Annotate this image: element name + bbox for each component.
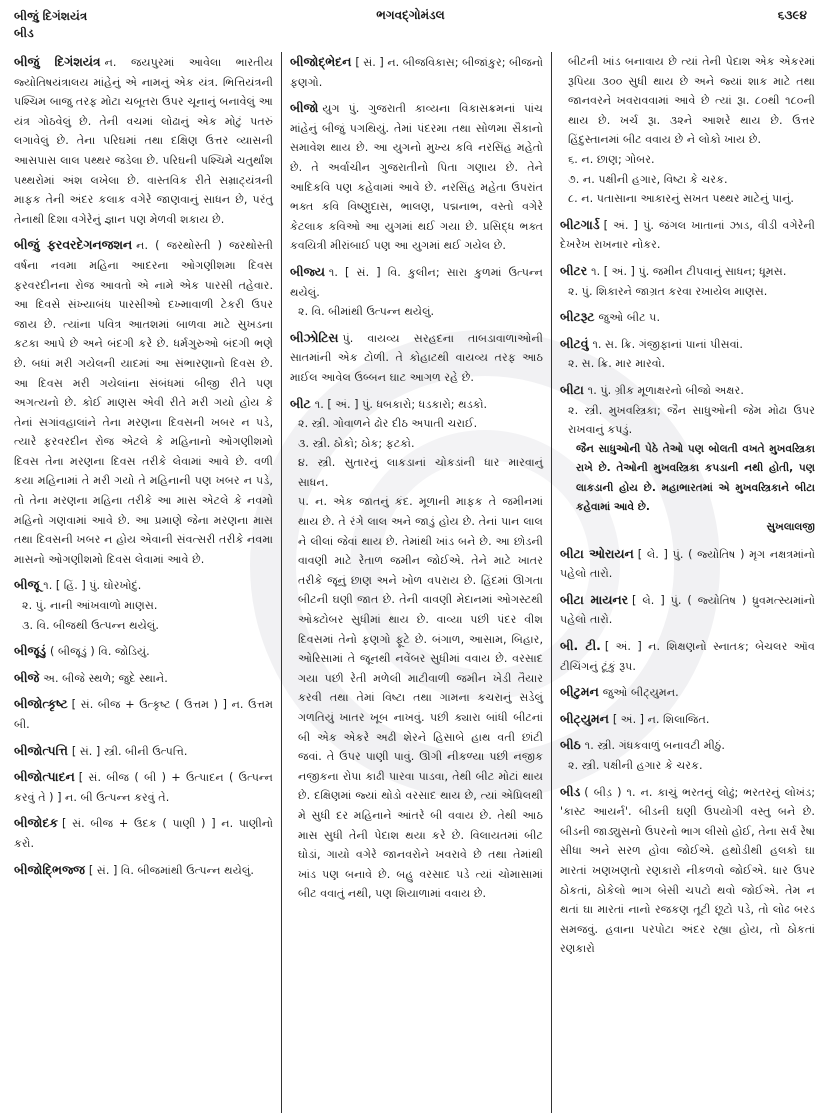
entry-definition: [560, 590, 815, 630]
entry-definition: [14, 668, 273, 689]
entry-text: [ સં. ] સ્ત્રી. બીની ઉત્પત્તિ.: [71, 744, 188, 758]
entry-headword: બીટા ઓરાયન: [560, 545, 634, 561]
entry-sense: ૮. ન. પતાસાના આકારનું સખત પથ્થર માટેનું પાનું.: [568, 192, 794, 206]
quotation-author: સુખલાલજી: [766, 521, 815, 534]
entry-text: ન. જયપુરમાં આવેલા ભારતીય જ્યોતિષયંત્રાલય માંહેનું એ નામનું એક યંત્ર. ભિત્તિયંત્રની પશ્ચિમ બાજુ તરફ મોટા ચબૂતરા ઉપર ચૂનાનું બનાવેલું આ યંત્ર ગોઠવેલું છે. તેની વચમાં લોઢાનું એક મોટું પતરું લગાવેલું છે. તેના પરિઘમાં તથા દક્ષિણ ઉત્તર વ્યાસની આસપાસ લાલ પથ્થર જડેલા છે. પરિઘની પશ્ચિમે ચતુર્થાંશ પથ્થરોમાં અંશ લખેલા છે. વાસ્તવિક રીતે સમ્રાટ્યંત્રની માફક તેની અંદર કલાક વગેરે જાણવાનું સાધન છે, પરંતુ તેનાથી દિશા વગેરેનું જ્ઞાન પણ મેળવી શકાય છે.: [14, 56, 273, 226]
entry-definition: [560, 261, 815, 282]
entry-headword: બીજોત્કૃષ્ટ: [14, 696, 68, 712]
entry-definition: [290, 98, 543, 256]
entry-headword: બીટા: [560, 381, 584, 397]
entry-headword: બીજું દિગંશયંત્ર: [14, 54, 101, 69]
entry-text: ( બીજૂડું ) વિ. જોડિયું.: [50, 645, 150, 659]
entry-definition: [14, 52, 273, 229]
dictionary-entry: [14, 668, 273, 689]
entry-headword: બીજોદક: [14, 815, 58, 831]
entry-definition: [14, 694, 273, 734]
entry-definition: [560, 334, 815, 355]
entry-text: જુઓ બીટ્યુમન.: [602, 686, 679, 700]
entry-headword: બીટવું: [560, 335, 589, 351]
entry-headword: બીજે: [14, 669, 40, 685]
entry-definition: [560, 782, 815, 959]
entry-definition: [560, 709, 815, 730]
entry-text: પું. વાયવ્ય સરહદના તાબડાવાળાઓની સાતમાંની એક ટોળી. તે કોહાટથી વાયવ્ય તરફ આઠ માઈલ આવેલ ઉબ્બન ઘાટ આગળ રહે છે.: [290, 331, 543, 384]
entry-text: ૧. સ્ત્રી. ગંધકવાળું બનાવટી મીઠું.: [584, 739, 725, 753]
entry-definition: [560, 215, 815, 255]
entry-definition: [290, 394, 543, 415]
entry-text: ન. ( જરથોસ્તી ) જરથોસ્તી વર્ષના નવમા મહિના આદરના ઓગણીશમા દિવસ ફરવરદીનના રોજ આવતો એ નામે એક પારસી તહેવાર. આ દિવસે સંખ્યાબંધ પારસીઓ દખ્માવાળી ટેકરી ઉપર જાય છે. ત્યાંના પવિત્ર આતશમાં બાળવા માટે સુખડના કટકા આપે છે અને બંદગી કરે છે. ધર્મગુરુઓ બંદગી ભણે છે. બધાં મરી ગયેલની યાદમાં આ સંભારણાનો દિવસ છે. આ દિવસ મરી ગયેલાંના સંબંધમાં બીજી રીતે પણ અગત્યનો છે. કોઈ માણસ એવી રીતે મરી ગયો હોય કે તેનાં સગાંવહાલાંને તેના મરણના દિવસની ખબર ન પડે, ત્યારે ફરવરદીન રોજ એટલે કે મહિનાનો ઓગણીશમો દિવસ તેના મરણના દિવસ તરીકે લેવામાં આવે છે. વળી કયા મહિનામાં તે મરી ગયો તે મહિનાની પણ ખબર ન પડે, તો તેના મરણના મહિના તરીકે આ માસ એટલે કે નવમો મહિનો ગણવામાં આવે છે. આ પ્રમાણે જેના મરણના માસ તથા દિવસની ખબર ન હોય એવાની સંવત્સરી તરીકે નવમા માસનો ઓગણીશમો દિવસ લેવામાં આવે છે.: [14, 239, 273, 566]
entry-text: [ અં. ] ન. શિક્ષણનો સ્નાતક; બેચલર ઑવ ટીચિંગનું ટૂંકું રૂપ.: [560, 640, 815, 673]
entry-definition: [560, 682, 815, 703]
dictionary-entry: [14, 694, 273, 734]
entry-text: [ સં. બીજ + ઉદક ( પાણી ) ] ન. પાણીનો કરો.: [14, 817, 273, 850]
dictionary-entry: [560, 782, 815, 959]
entry-definition: [14, 235, 273, 569]
dictionary-entry: [14, 575, 273, 635]
entry-text: [ સં. બીજ ( બી ) + ઉત્પાદન ( ઉત્પન્ન કરવું તે ) ] ન. બી ઉત્પન્ન કરવું તે.: [14, 771, 273, 804]
entry-text: [ લે. ] પું. ( જ્યોતિષ ) મૃગ નક્ષત્રમાંનો પહેલો તારો.: [560, 547, 815, 581]
column-3: [552, 52, 815, 1113]
dictionary-entry: [290, 52, 543, 92]
entry-text: ૧. સ. ક્રિ. ગંજીફાનાં પાનાં પીસવાં.: [592, 337, 743, 351]
entry-headword: બીજ્ય: [290, 263, 325, 279]
dictionary-entry: [14, 641, 273, 662]
entry-headword: બીજૂડું: [14, 643, 47, 659]
entry-text: ૧. [ હિં. ] પું. ઘોરખોદું.: [43, 579, 142, 593]
dictionary-entry: [14, 52, 273, 229]
entry-definition: [560, 380, 815, 401]
entry-text: ૧. [ અં. ] પું. ધબકારો; ધડકારો; થડકો.: [314, 397, 488, 411]
entry-definition: [14, 860, 273, 881]
entry-text: ૧. [ અં. ] પું. જમીન ટીપવાનું સાધન; ધૂમસ.: [591, 264, 787, 278]
entry-headword: બીઝોટિસ: [290, 329, 339, 345]
entry-sense: ૨. સ્ત્રી. મુખવસ્ત્રિકા; જૈન સાધુઓની જેમ મોઢા ઉપર રાખવાનું કપડું.: [568, 403, 815, 437]
entry-headword: બીજૂ: [14, 577, 40, 593]
dictionary-entry: [14, 813, 273, 853]
entry-sense: ૨. સ. ક્રિ. માર મારવો.: [568, 357, 666, 371]
column-2: [282, 52, 552, 1113]
entry-headword: બીઠ: [560, 737, 581, 753]
entry-sense: ૪. સ્ત્રી. સુતારનું લાકડાનાં ચોકડાંની ધાર મારવાનું સાધન.: [298, 456, 543, 489]
entry-definition: [14, 575, 273, 596]
entry-definition: [290, 262, 543, 302]
entry-headword: બીજોદ્ભેદન: [290, 54, 352, 69]
entry-definition: [560, 52, 815, 150]
entry-text: [ અં. ] પું. જંગલ ખાતાનાં ઝાડ, વીડી વગેરેની દેખરેખ રાખનાર નોકર.: [560, 218, 815, 252]
entry-text: બીટની ખાંડ બનાવાય છે ત્યાં તેની પેદાશ એક એકરમાં રૂપિયા ૩૦૦ સુધી થાય છે અને જ્યાં શાક માટે તથા જાનવરને ખવરાવવામાં આવે છે ત્યાં રૂા. ૮૦થી ૧૮૦ની થાય છે. ખર્ચ રૂા. ૩૨ને આશરે થાય છે. ઉત્તર હિંદુસ્તાનમાં બીટ વવાય છે ને લોકો ખાય છે.: [568, 55, 815, 147]
entry-sense: ૨. પું. નાની આંખવાળો માણસ.: [22, 599, 158, 613]
dictionary-entry: [290, 394, 543, 904]
dictionary-entry: [14, 860, 273, 881]
dictionary-entry: [560, 682, 815, 703]
entry-headword: બીટા માયનર: [560, 591, 629, 607]
entry-definition: [14, 741, 273, 762]
entry-headword: બીટ: [290, 395, 311, 411]
entry-headword: બીટરૂટ: [560, 309, 595, 325]
entry-definition: [560, 307, 815, 328]
dictionary-entry: [560, 709, 815, 730]
dictionary-entry: [560, 261, 815, 301]
entry-headword: બીટ્યુમન: [560, 710, 609, 726]
entry-definition: [560, 544, 815, 584]
entry-headword: બી. ટી.: [560, 638, 601, 654]
dictionary-entry: [14, 235, 273, 569]
dictionary-entry: [290, 328, 543, 388]
dictionary-entry: [560, 590, 815, 630]
entry-headword: બીટગાર્ડ: [560, 216, 600, 232]
guide-word-first: બીજું દિગંશયંત્ર: [14, 9, 88, 23]
page-number: ૬૩૯૪: [777, 8, 807, 22]
entry-sense: ૨. સ્ત્રી. ગોવાળને ઢોર દીઠ અપાતી ચરાઈ.: [298, 417, 478, 431]
entry-headword: બીજું ફરવરદેગનજશન: [14, 237, 133, 253]
entry-definition: [14, 641, 273, 662]
entry-text: [ સં. બીજ + ઉત્કૃષ્ટ ( ઉત્તમ ) ] ન. ઉત્તમ બી.: [14, 698, 273, 731]
entry-text: [ સં. ] વિ. બીજમાંથી ઉત્પન્ન થયેલું.: [88, 863, 254, 877]
guide-word-last: બીડ: [14, 26, 34, 40]
entry-text: ( બીડ઼ ) ૧. ન. કાચું ભરતનું લોઢું; ભરતરનું લોખંડ; 'કાસ્ટ આયર્ન'. બીડની ઘણી ઉપયોગી વસ્તુ બને છે. બીડની જાડ્યુસનો ઉપરનો ભાગ લીસો હોઈ, તેના સર્વ રેષા સીધા અને સરળ હોવા જોઈએ. હથોડીથી હલકો ઘા મારતાં ખણખણતો રણકારો નીકળવો જોઈએ. ધાર ઉપર ઠોકતાં, ઠોકેલો ભાગ બેસી ચપટો થવો જોઈએ. તેમ ન થતાં ઘા મારતાં નાનો રજકણ તૂટી છૂટો પડે, તો લોઢ બરડ સમજવું. હવાના પરપોટા અંદર રહ્યા હોય, તો ઠોકતાં રણકારો: [560, 785, 815, 956]
entry-text: જુઓ બીટ ૫.: [598, 311, 661, 325]
entry-sense: ૭. ન. પક્ષીની હગાર, વિષ્ટા કે ચરક.: [568, 172, 728, 186]
entry-sense: ૨. સ્ત્રી. પક્ષીની હગાર કે ચરક.: [568, 759, 703, 772]
dictionary-entry: [560, 380, 815, 538]
entry-text: ૧. [ સં. ] વિ. કુલીન; સારા કુળમાં ઉત્પન્ન થયેલું.: [290, 265, 543, 299]
dictionary-entry: [560, 307, 815, 328]
entry-text: અ. બીજે સ્થળે; જુદે સ્થાને.: [43, 671, 168, 685]
entry-headword: બીટુમન: [560, 684, 599, 700]
dictionary-entry: [560, 735, 815, 775]
entry-headword: બીજોત્પત્તિ: [14, 742, 68, 758]
dictionary-entry: [560, 544, 815, 584]
dictionary-entry: [560, 334, 815, 374]
dictionary-entry: [560, 52, 815, 209]
book-title: ભગવદ્ગોમંડલ: [376, 8, 445, 22]
entry-text: [ સં. ] ન. બીજવિકાસ; બીજાંકુર; બીજનો ફણગો.: [290, 56, 543, 89]
entry-sense: ૨. પું. શિકારને જાગ્રત કરવા રખાયેલ માણસ.: [568, 284, 768, 298]
entry-definition: [560, 636, 815, 676]
entry-text: ૧. પું. ગ્રીક મૂળાક્ષરનો બીજો અક્ષર.: [587, 383, 744, 397]
entry-sense: ૩. સ્ત્રી. ઠોકો; ઠોક; ફટકો.: [298, 436, 415, 450]
entry-sense: ૬. ન. છાણ; ગોબર.: [568, 152, 655, 166]
entry-text: [ અં. ] ન. શિલાજિત.: [612, 712, 710, 726]
entry-headword: બીડ: [560, 783, 581, 799]
dictionary-entry: [560, 215, 815, 255]
entry-definition: [290, 328, 543, 388]
entry-headword: બીટર: [560, 262, 588, 278]
entry-headword: બીજોત્પાદન: [14, 769, 75, 785]
dictionary-entry: [14, 767, 273, 807]
dictionary-entry: [560, 636, 815, 676]
entry-quotation: જૈન સાધુઓની પેઠે તેઓ પણ બોલતી વખતે મુખવસ્ત્રિકા રાખે છે. તેઓની મુખવસ્ત્રિકા કપડાની નથી હોતી, પણ લાકડાની હોય છે. મહાભારતમાં એ મુખવસ્ત્રિકાને બીટા કહેવામાં આવે છે.: [576, 442, 815, 514]
entry-sense: ૩. વિ. બીજથી ઉત્પન્ન થયેલું.: [22, 618, 159, 632]
entry-headword: બીજોદ્ભિજ્જ: [14, 861, 85, 877]
entry-text: [ લે. ] પું. ( જ્યોતિષ ) ધ્રુવમત્સ્યમાંનો પહેલો તારો.: [560, 593, 815, 627]
entry-definition: [290, 52, 543, 92]
entry-text: યુગ પું. ગુજરાતી કાવ્યના વિકાસક્રમનાં પાંચ માંહેનું બીજું પગથિયું. તેમાં પંદરમા તથા સોળમા સૈકાનો સમાવેશ થાય છે. આ યુગનો મુખ્ય કવિ નરસિંહ મહેતો છે. તે અર્વાચીન ગુજરાતીનો પિતા ગણાય છે. તેને આદિકવિ પણ કહેવામાં આવે છે. નરસિંહ મહેતા ઉપરાંત ભક્ત કવિ વિષ્ણુદાસ, ભાલણ, પદ્મનાભ, વસ્તો વગેરે કેટલાક કવિઓ આ યુગમાં થઈ ગયા છે. પ્રસિદ્ધ ભક્ત કવયિત્રી મીરાંબાઈ પણ આ યુગમાં થઈ ગયેલ છે.: [290, 102, 543, 253]
entry-definition: [14, 767, 273, 807]
entry-sense: ૫. ન. એક જાતનું કંદ. મૂળાની માફક તે જમીનમાં થાય છે. તે રંગે લાલ અને જાડું હોય છે. તેનાં પાન લાલ ને લીલાં જેવાં થાય છે. તેમાંથી ખાંડ બને છે. આ છોડની વાવણી માટે રેતાળ જમીન જોઈએ. તેને માટે ખાતર તરીકે જૂનું છાણ અને ખોળ વપરાય છે. હિંદમાં ઊગતા બીટની ઘણી જાત છે. તેની વાવણી મેદાનમાં ઓગસ્ટથી ઓક્ટોબર સુધીમાં થાય છે. વાવ્યા પછી પંદર વીશ દિવસમાં તેનો ફણગો ફૂટે છે. બંગાળ, આસામ, બિહાર, ઓરિસામાં તે જૂનથી નવેંબર સુધીમાં વવાય છે. વરસાદ ગયા પછી રેતી મળેલી માટીવાળી જમીન ખેડી તૈયાર કરવી તથા તેમાં વિષ્ટા તથા ગામના કચરાનું સડેલું ગળતિયું ખાતર ખૂબ નાખવું. પછી ક્યારા બાંધી બીટનાં બી એક એકરે અઢી શેરને હિસાબે હાથ વતી છાંટી જવાં. તે ઉપર પાણી પાવું. ઊગી નીકળ્યા પછી નજીક નજીકના રોપા કાઢી પારવા પાડવા, તેથી બીટ મોટાં થાય છે. દક્ષિણમાં જ્યાં થોડો વરસાદ થાય છે, ત્યાં એપ્રિલથી મે સુધી દર મહિનાને આંતરે બી વવાય છે. તેથી આઠ માસ સુધી તેની પેદાશ થયા કરે છે. વિલાયતમાં બીટ ઘોડાં, ગાયો વગેરે જાનવરોને ખવરાવે છે તથા તેમાંથી ખાંડ પણ બનાવે છે. બહુ વરસાદ પડે ત્યાં ચોમાસામાં બીટ વવાતું નથી, પણ શિયાળામાં વવાય છે.: [298, 495, 543, 901]
entry-definition: [560, 735, 815, 756]
entry-definition: [14, 813, 273, 853]
column-1: [14, 52, 282, 1113]
dictionary-entry: [290, 98, 543, 256]
entry-headword: બીજો: [290, 100, 319, 116]
dictionary-entry: [290, 262, 543, 322]
dictionary-entry: [14, 741, 273, 762]
entry-sense: ૨. વિ. બીમાંથી ઉત્પન્ન થયેલું.: [298, 305, 435, 319]
dictionary-columns: [14, 52, 815, 1113]
page-header: [14, 8, 807, 48]
